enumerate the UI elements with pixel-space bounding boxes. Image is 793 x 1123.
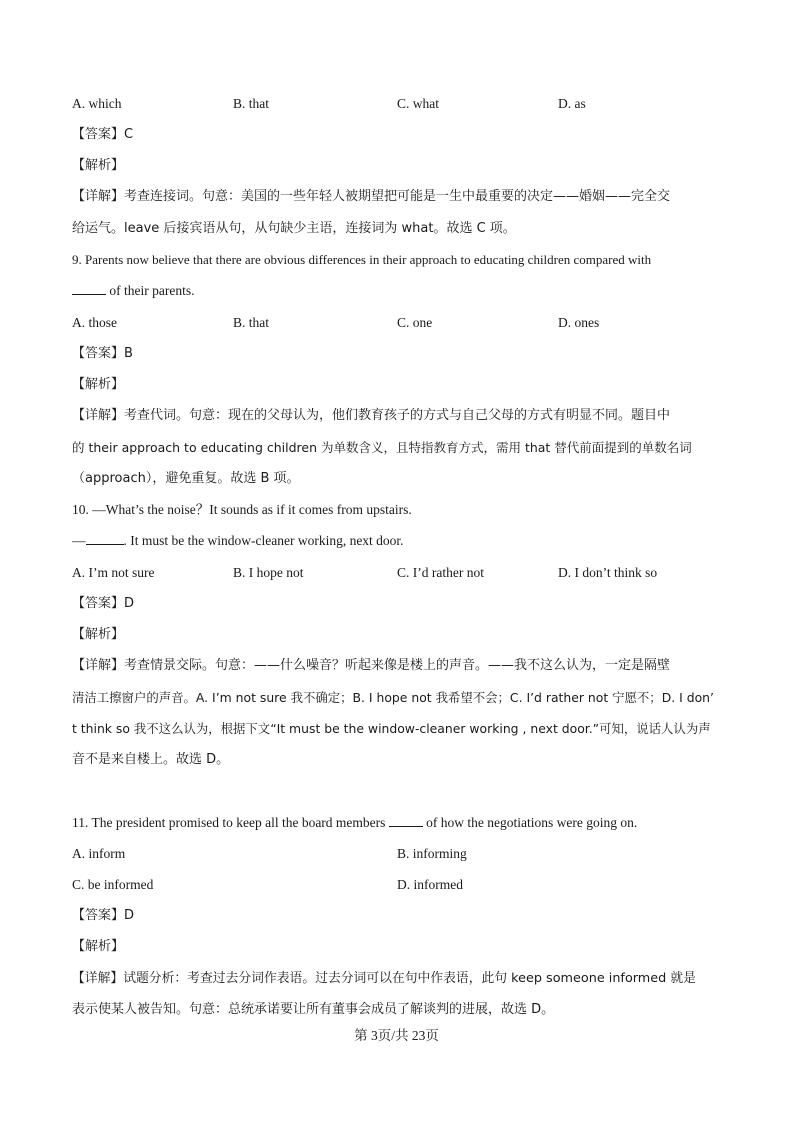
q10-analysis-heading: 【解析】 (72, 627, 125, 642)
q9-option-b: B. that (233, 315, 269, 330)
q11-stem-suffix: of how the negotiations were going on. (422, 815, 638, 830)
q8-detail-text-1: 考查连接词。句意：美国的一些年轻人被期望把可能是一生中最重要的决定——婚姻——完全交 (124, 189, 671, 204)
q11-option-a: A. inform (72, 846, 126, 861)
q10-stem-line-1: 10. —What’s the noise？It sounds as if it comes from upstairs. (72, 502, 412, 517)
q10-option-b: B. I hope not (233, 565, 304, 580)
q11-analysis-heading: 【解析】 (72, 939, 125, 954)
q11-detail-text-1: 试题分析：考查过去分词作表语。过去分词可以在句中作表语，此句 keep someone informed 就是 (123, 971, 696, 986)
q8-option-a: A. which (72, 96, 122, 111)
q8-analysis-heading: 【解析】 (72, 158, 125, 173)
q9-detail-line-2: 的 their approach to educating children 为单数含义，且特指教育方式，需用 that 替代前面提到的单数名词 (72, 440, 692, 455)
q9-detail-line-1 (72, 406, 670, 426)
q11-detail-tag: 【详解】 (72, 971, 124, 986)
q9-option-a: A. those (72, 315, 117, 330)
q9-stem-line-2 (72, 281, 194, 301)
q9-analysis-heading: 【解析】 (72, 377, 125, 392)
q8-option-d: D. as (558, 96, 586, 111)
q9-blank (72, 281, 106, 295)
q11-blank (389, 813, 423, 827)
q11-stem-prefix: 11. The president promised to keep all the board members (72, 815, 389, 830)
q11-stem (72, 813, 637, 833)
q10-option-d: D. I don’t think so (558, 565, 658, 580)
q10-blank (86, 531, 124, 545)
q11-answer: 【答案】D (72, 908, 135, 923)
q8-option-c: C. what (397, 96, 439, 111)
q8-detail-line-1 (72, 187, 670, 207)
q9-detail-text-1: 考查代词。句意：现在的父母认为，他们教育孩子的方式与自己父母的方式有明显不同。题目中 (124, 408, 671, 423)
q9-detail-line-3: （approach），避免重复。故选 B 项。 (72, 471, 300, 486)
q9-detail-tag: 【详解】 (72, 408, 125, 423)
q10-answer: 【答案】D (72, 596, 135, 611)
q10-detail-line-1 (72, 656, 670, 676)
q8-option-b: B. that (233, 96, 269, 111)
q11-option-b: B. informing (397, 846, 467, 861)
q10-detail-tag: 【详解】 (72, 658, 125, 673)
q8-detail-line-2: 给运气。leave 后接宾语从句，从句缺少主语，连接词为 what。故选 C 项。 (72, 221, 516, 236)
q8-detail-tag: 【详解】 (72, 189, 125, 204)
q9-stem-line-1: 9. Parents now believe that there are obvious differences in their approach to educating children compared with (72, 252, 652, 267)
q10-option-a: A. I’m not sure (72, 565, 155, 580)
q11-detail-line-1 (72, 969, 696, 989)
q10-option-c: C. I’d rather not (397, 565, 484, 580)
q8-answer: 【答案】C (72, 127, 134, 142)
q10-detail-line-3: t think so 我不这么认为，根据下文“It must be the window-cleaner working , next door.”可知，说话人认为声 (72, 721, 711, 736)
q10-stem-line-2 (72, 531, 404, 551)
q11-option-d: D. informed (397, 877, 463, 892)
q9-option-c: C. one (397, 315, 433, 330)
q9-stem-suffix: of their parents. (106, 283, 195, 298)
q10-detail-line-4: 音不是来自楼上。故选 D。 (72, 752, 230, 767)
q9-option-d: D. ones (558, 315, 600, 330)
q10-detail-line-2: 清洁工擦窗户的声音。A. I’m not sure 我不确定；B. I hope not 我希望不会；C. I’d rather not 宁愿不；D. I don’ (72, 690, 714, 705)
q10-stem-suffix: . It must be the window-cleaner working, next door. (123, 533, 404, 548)
page-footer: 第 3页/共 23页 (354, 1028, 439, 1043)
q9-answer: 【答案】B (72, 346, 133, 361)
q11-option-c: C. be informed (72, 877, 154, 892)
q11-detail-line-2: 表示使某人被告知。句意：总统承诺要让所有董事会成员了解谈判的进展，故选 D。 (72, 1002, 555, 1017)
q10-stem-prefix: — (72, 533, 86, 548)
q10-detail-text-1: 考查情景交际。句意：——什么噪音？听起来像是楼上的声音。——我不这么认为，一定是隔壁 (124, 658, 671, 673)
